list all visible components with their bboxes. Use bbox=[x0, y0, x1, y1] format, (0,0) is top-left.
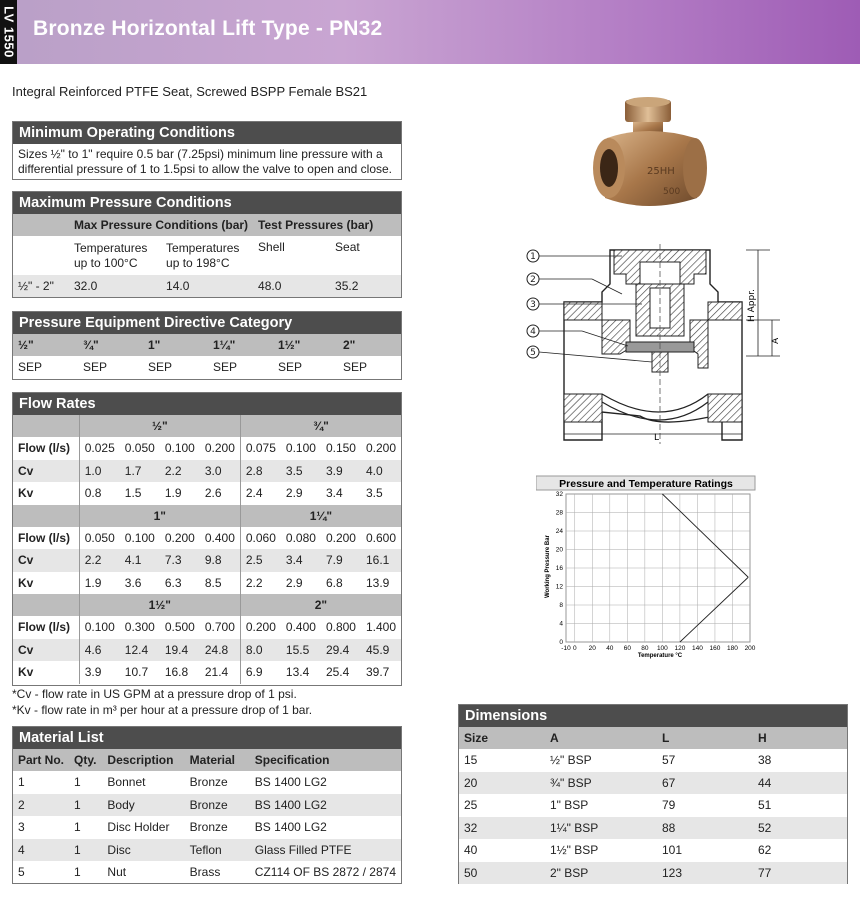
y-tick-label: 32 bbox=[555, 491, 563, 499]
y-tick-label: 12 bbox=[555, 583, 563, 591]
max-conditions-panel bbox=[12, 191, 402, 298]
x-tick-label: 0 bbox=[572, 645, 577, 652]
page-header bbox=[0, 0, 860, 64]
x-tick-label: 140 bbox=[691, 645, 703, 652]
pressure-temperature-chart bbox=[536, 474, 758, 660]
page-title: Bronze Horizontal Lift Type - PN32 bbox=[33, 17, 383, 40]
kv-note: *Kv - flow rate in m³ per hour at a pressure drop of 1 bar. bbox=[12, 703, 313, 717]
table-row: 15 ½" BSP 57 38 bbox=[464, 753, 772, 768]
callout-4: 4 bbox=[530, 327, 536, 337]
x-tick-label: 200 bbox=[744, 645, 756, 652]
dimensions-table: Size A L H 15 ½" BSP 57 38 20 ¾" BSP 67 44 25 1" BSP 79 51 32 1¼" BSP 88 52 40 1½" BSP 101 62 50 2" BSP 123 77 bbox=[459, 727, 847, 884]
x-tick-label: 100 bbox=[656, 645, 668, 652]
y-tick-label: 20 bbox=[555, 546, 563, 554]
table-row: Cv 4.6 12.4 19.4 24.8 8.0 15.5 29.4 45.9 bbox=[13, 639, 401, 662]
y-tick-label: 16 bbox=[555, 565, 563, 573]
size-header: ½" bbox=[79, 415, 240, 437]
row-label: Kv bbox=[13, 572, 79, 595]
flow-rates-panel bbox=[12, 392, 402, 686]
x-tick-label: 40 bbox=[606, 645, 614, 652]
table-row: Kv 1.9 3.6 6.3 8.5 2.2 2.9 6.8 13.9 bbox=[13, 572, 401, 595]
table-header: Test Pressures (bar) bbox=[253, 214, 401, 236]
row-label: Flow (l/s) bbox=[13, 437, 79, 460]
callout-2: 2 bbox=[530, 275, 536, 285]
x-tick-label: 60 bbox=[623, 645, 631, 652]
valve-photo bbox=[585, 94, 720, 214]
chart-xlabel: Temperature °C bbox=[637, 653, 683, 659]
table-row: Cv 2.2 4.1 7.3 9.8 2.5 3.4 7.9 16.1 bbox=[13, 549, 401, 572]
table-row: Flow (l/s) 0.025 0.050 0.100 0.200 0.075 0.100 0.150 0.200 bbox=[13, 437, 401, 460]
table-row: 20 ¾" BSP 67 44 bbox=[459, 772, 847, 795]
row-label: Cv bbox=[13, 549, 79, 572]
table-row: SEP SEP SEP SEP SEP SEP bbox=[18, 360, 368, 374]
panel-title: Flow Rates bbox=[13, 393, 401, 415]
x-tick-label: 160 bbox=[709, 645, 721, 652]
product-code: LV 1550 bbox=[1, 6, 16, 58]
column-label: Seat bbox=[335, 240, 360, 254]
product-code-tab bbox=[0, 0, 17, 64]
x-tick-label: 180 bbox=[727, 645, 738, 652]
table-row: 50 2" BSP 123 77 bbox=[459, 862, 847, 885]
panel-title: Maximum Pressure Conditions bbox=[13, 192, 401, 214]
max-conditions-table bbox=[13, 214, 401, 297]
table-header: Max Pressure Conditions (bar) bbox=[69, 214, 253, 236]
x-tick-label: -10 bbox=[561, 645, 571, 652]
callout-5: 5 bbox=[530, 348, 536, 358]
table-row: ½" - 2" 32.0 14.0 48.0 35.2 bbox=[13, 275, 401, 297]
table-row: Kv 0.8 1.5 1.9 2.6 2.4 2.9 3.4 3.5 bbox=[13, 482, 401, 505]
table-row: Kv 3.9 10.7 16.8 21.4 6.9 13.4 25.4 39.7 bbox=[13, 661, 401, 684]
row-label: Flow (l/s) bbox=[13, 616, 79, 639]
column-label: Shell bbox=[258, 240, 285, 254]
cv-note: *Cv - flow rate in US GPM at a pressure drop of 1 psi. bbox=[12, 687, 297, 701]
row-label: Kv bbox=[13, 482, 79, 505]
size-header: 2" bbox=[240, 594, 401, 616]
table-row: 40 1½" BSP 101 62 bbox=[464, 843, 772, 858]
row-label: Kv bbox=[13, 661, 79, 684]
table-row: Flow (l/s) 0.050 0.100 0.200 0.400 0.060 0.080 0.200 0.600 bbox=[13, 527, 401, 550]
y-tick-label: 4 bbox=[559, 620, 563, 628]
svg-text:500: 500 bbox=[663, 187, 681, 197]
dim-l-label: L bbox=[654, 433, 660, 443]
table-row: 2 1 Body Bronze BS 1400 LG2 bbox=[13, 794, 401, 817]
panel-title: Material List bbox=[13, 727, 401, 749]
valve-cross-section-diagram bbox=[522, 244, 784, 444]
table-row: 1 1 Bonnet Bronze BS 1400 LG2 bbox=[18, 775, 327, 790]
x-tick-label: 80 bbox=[641, 645, 649, 652]
dim-a-label: A bbox=[771, 337, 781, 344]
y-tick-label: 24 bbox=[555, 528, 563, 536]
y-tick-label: 0 bbox=[559, 639, 563, 647]
chart-title: Pressure and Temperature Ratings bbox=[559, 478, 733, 490]
size-header: ¾" bbox=[240, 415, 401, 437]
row-label: Cv bbox=[13, 460, 79, 483]
ped-table: ½" ¾" 1" 1¼" 1½" 2" SEP SEP SEP SEP SEP SEP bbox=[13, 334, 401, 378]
flow-rates-table bbox=[13, 415, 401, 684]
panel-title: Minimum Operating Conditions bbox=[13, 122, 401, 144]
x-tick-label: 20 bbox=[588, 645, 596, 652]
table-row: Cv 1.0 1.7 2.2 3.0 2.8 3.5 3.9 4.0 bbox=[13, 460, 401, 483]
y-tick-label: 28 bbox=[555, 509, 563, 517]
size-header: 1¼" bbox=[240, 505, 401, 527]
panel-title: Pressure Equipment Directive Category bbox=[13, 312, 401, 334]
dimensions-panel bbox=[458, 704, 848, 884]
min-conditions-text: Sizes ½" to 1" require 0.5 bar (7.25psi) minimum line pressure with a differential pressure of 1 to 1.5psi to allow the valve to open and close. bbox=[18, 147, 393, 176]
callout-3: 3 bbox=[530, 300, 536, 310]
table-row: 3 1 Disc Holder Bronze BS 1400 LG2 bbox=[18, 820, 327, 835]
ped-panel bbox=[12, 311, 402, 380]
size-header: 1" bbox=[79, 505, 240, 527]
page-subtitle: Integral Reinforced PTFE Seat, Screwed BSPP Female BS21 bbox=[12, 84, 368, 99]
table-row: 32 1¼" BSP 88 52 bbox=[459, 817, 847, 840]
table-row: 5 1 Nut Brass CZ114 OF BS 2872 / 2874 bbox=[18, 865, 396, 880]
column-label: Temperatures up to 198°C bbox=[166, 240, 240, 270]
y-tick-label: 8 bbox=[559, 602, 563, 610]
table-row: 25 1" BSP 79 51 bbox=[464, 798, 772, 813]
row-label: Cv bbox=[13, 639, 79, 662]
table-row: 4 1 Disc Teflon Glass Filled PTFE bbox=[13, 839, 401, 862]
material-table: Part No. Qty. Description Material Specification 1 1 Bonnet Bronze BS 1400 LG2 2 1 Body Bronze BS 1400 LG2 3 1 Disc Holder Bronze BS 1400 LG2 4 1 Disc Teflon Glass Filled PTFE 5 1 Nut Brass CZ114 OF BS 2872 / 2874 bbox=[13, 749, 401, 884]
x-tick-label: 120 bbox=[674, 645, 686, 652]
chart-ylabel: Working Pressure Bar bbox=[545, 535, 551, 598]
svg-text:25HH: 25HH bbox=[647, 166, 675, 177]
size-header: 1½" bbox=[79, 594, 240, 616]
min-conditions-panel bbox=[12, 121, 402, 180]
table-row: Flow (l/s) 0.100 0.300 0.500 0.700 0.200 0.400 0.800 1.400 bbox=[13, 616, 401, 639]
panel-title: Dimensions bbox=[459, 705, 847, 727]
material-list-panel bbox=[12, 726, 402, 884]
row-label: Flow (l/s) bbox=[13, 527, 79, 550]
dim-h-label: H Appr. bbox=[747, 289, 757, 322]
column-label: Temperatures up to 100°C bbox=[74, 240, 148, 270]
callout-1: 1 bbox=[530, 252, 536, 262]
